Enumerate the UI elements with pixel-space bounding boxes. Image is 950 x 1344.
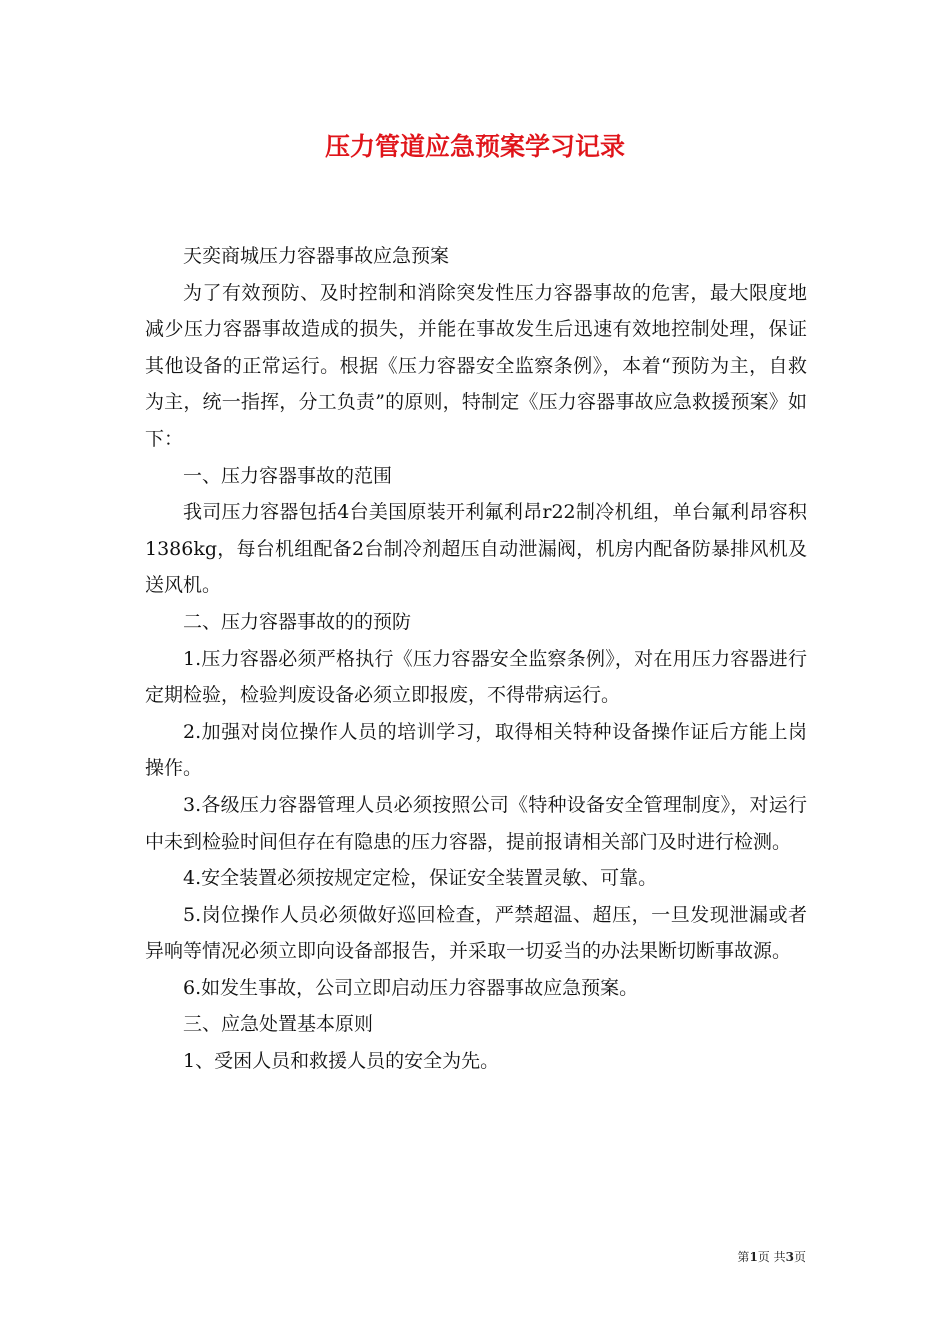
list-item-prevention-6: 6.如发生事故，公司立即启动压力容器事故应急预案。 (183, 976, 639, 999)
list-item-prevention-1: 1.压力容器必须严格执行《压力容器安全监察条例》，对在用压力容器进行定期检验，检验判废设备必须立即报废，不得带病运行。 (145, 647, 807, 707)
section-heading-scope: 一、压力容器事故的范围 (183, 464, 393, 487)
document-body (145, 238, 807, 1080)
list-item-prevention-5: 5.岗位操作人员必须做好巡回检查，严禁超温、超压，一旦发现泄漏或者异响等情况必须立即向设备部报告，并采取一切妥当的办法果断切断事故源。 (145, 903, 807, 963)
paragraph-scope: 我司压力容器包括4台美国原装开利氟利昂r22制冷机组，单台氟利昂容积1386kg，每台机组配备2台制冷剂超压自动泄漏阀，机房内配备防暴排风机及送风机。 (145, 501, 807, 597)
list-item-principle-1: 1、受困人员和救援人员的安全为先。 (183, 1050, 500, 1073)
document-title: 压力管道应急预案学习记录 (324, 132, 625, 161)
section-heading-plan-name: 天奕商城压力容器事故应急预案 (183, 245, 450, 267)
list-item-prevention-4: 4.安全装置必须按规定定检，保证安全装置灵敏、可靠。 (183, 867, 658, 890)
footer-suffix: 页 (793, 1250, 806, 1264)
section-heading-prevention: 二、压力容器事故的的预防 (183, 610, 412, 633)
footer-current-page: 1 (749, 1250, 758, 1264)
paragraph-intro: 为了有效预防、及时控制和消除突发性压力容器事故的危害，最大限度地减少压力容器事故造成的损失，并能在事故发生后迅速有效地控制处理，保证其他设备的正常运行。根据《压力容器安全监察条例》，本着“预防为主，自救为主，统一指挥，分工负责”的原则，特制定《压力容器事故应急救援预案》如下： (145, 281, 807, 450)
list-item-prevention-2: 2.加强对岗位操作人员的培训学习，取得相关特种设备操作证后方能上岗操作。 (145, 720, 807, 780)
footer-middle: 页 共 (757, 1250, 786, 1264)
list-item-prevention-3: 3.各级压力容器管理人员必须按照公司《特种设备安全管理制度》，对运行中未到检验时间但存在有隐患的压力容器，提前报请相关部门及时进行检测。 (145, 793, 807, 853)
footer-prefix: 第 (737, 1250, 750, 1264)
footer-total-pages: 3 (785, 1250, 794, 1264)
section-heading-principles: 三、应急处置基本原则 (183, 1013, 374, 1036)
page-footer (737, 1248, 806, 1265)
